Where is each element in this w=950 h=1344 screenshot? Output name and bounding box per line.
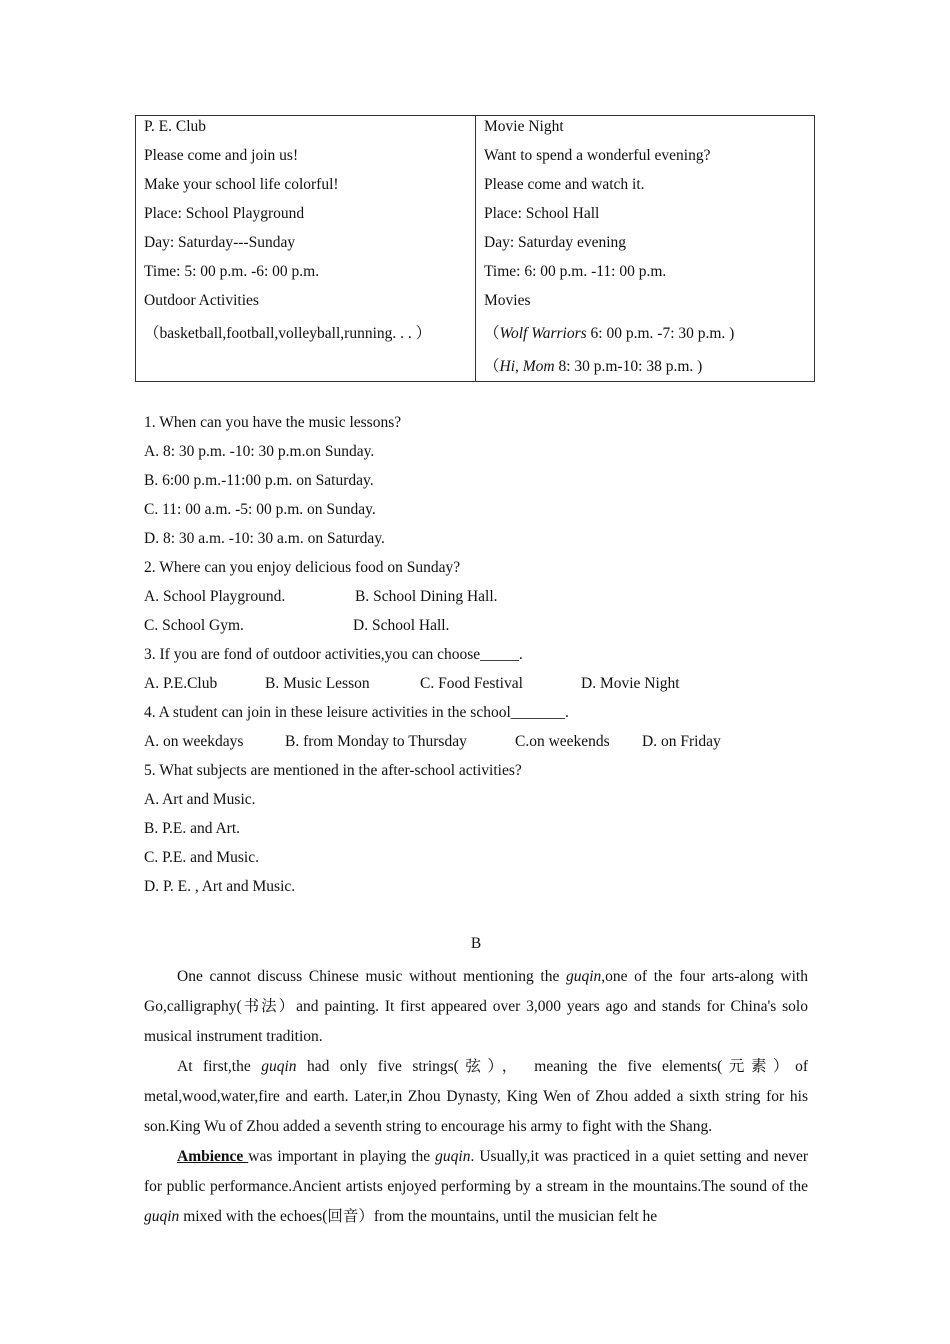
pe-club-column (136, 116, 475, 381)
question-1-option-a: A. 8: 30 p.m. -10: 30 p.m.on Sunday. (144, 443, 375, 460)
question-5-option-a: A. Art and Music. (144, 791, 256, 808)
question-4-option-d: D. on Friday (642, 733, 721, 750)
movie-night-time: Time: 6: 00 p.m. -11: 00 p.m. (484, 263, 667, 280)
guqin-term: guqin (435, 1148, 471, 1165)
passage-title: B (470, 935, 482, 952)
guqin-term: guqin (144, 1208, 180, 1225)
question-3-option-a: A. P.E.Club (144, 675, 218, 692)
question-5-option-c: C. P.E. and Music. (144, 849, 259, 866)
question-1-stem: 1. When can you have the music lessons? (144, 414, 402, 431)
ambience-keyword: Ambience (177, 1148, 249, 1165)
question-1-option-c: C. 11: 00 a.m. -5: 00 p.m. on Sunday. (144, 501, 376, 518)
passage-b (144, 933, 808, 1232)
pe-club-line: Make your school life colorful! (144, 176, 339, 193)
movie-night-column (475, 116, 814, 381)
passage-paragraph-2: At first,the guqin had only five strings(弦）， meaning the five elements(元素）of metal,wood,water,fire and earth. Later,in Zhou Dynasty, King Wen of Zhou added a sixth string for his son.King Wu of Zhou added a seventh string to encourage his army to fight with the Shang. (144, 1058, 809, 1135)
question-2-stem: 2. Where can you enjoy delicious food on Sunday? (144, 559, 461, 576)
question-3-options (144, 673, 814, 702)
movie-night-movies-label: Movies (484, 292, 531, 309)
movie-night-place: Place: School Hall (484, 205, 600, 222)
question-4-option-a: A. on weekdays (144, 733, 244, 750)
pe-club-day: Day: Saturday---Sunday (144, 234, 296, 251)
question-2-options-row-2 (144, 615, 814, 644)
movie-night-line: Want to spend a wonderful evening? (484, 147, 711, 164)
movie-1-title: Wolf Warriors (499, 325, 587, 342)
movie-2-title: Hi, Mom (499, 358, 555, 375)
question-4-options (144, 731, 814, 760)
passage-paragraph-1: One cannot discuss Chinese music without mentioning the guqin,one of the four arts-along with Go,calligraphy(书法）and painting. It first appeared over 3,000 years ago and stands for China's solo musical instrument tradition. (144, 968, 808, 1045)
pe-club-line: Please come and join us! (144, 147, 299, 164)
question-2-option-a: A. School Playground. (144, 588, 286, 605)
question-2-option-d: D. School Hall. (353, 617, 450, 634)
movie-night-line: Please come and watch it. (484, 176, 645, 193)
pe-club-activities-list: （basketball,football,volleyball,running. . . ） (144, 325, 432, 342)
pe-club-title: P. E. Club (144, 118, 207, 135)
movie-1: （Wolf Warriors 6: 00 p.m. -7: 30 p.m. ) (484, 325, 735, 342)
passage-paragraph-3: Ambience was important in playing the guqin. Usually,it was practiced in a quiet setting and never for public performance.Ancient artists enjoyed performing by a stream in the mountains.The sound of the guqin mixed with the echoes(回音）from the mountains, until the musician felt he (144, 1148, 808, 1225)
question-2-option-b: B. School Dining Hall. (355, 588, 498, 605)
pe-club-activities: Outdoor Activities (144, 292, 259, 309)
pe-club-place: Place: School Playground (144, 205, 305, 222)
question-3-option-d: D. Movie Night (581, 675, 680, 692)
question-4-stem: 4. A student can join in these leisure activities in the school_______. (144, 704, 569, 721)
question-3-option-c: C. Food Festival (420, 675, 523, 692)
pe-club-time: Time: 5: 00 p.m. -6: 00 p.m. (144, 263, 320, 280)
question-2-options-row-1 (144, 586, 814, 615)
question-2-option-c: C. School Gym. (144, 617, 244, 634)
guqin-term: guqin (261, 1058, 297, 1075)
movie-2: （Hi, Mom 8: 30 p.m-10: 38 p.m. ) (484, 358, 703, 375)
question-3-option-b: B. Music Lesson (265, 675, 370, 692)
question-5-option-d: D. P. E. , Art and Music. (144, 878, 296, 895)
question-1-option-b: B. 6:00 p.m.-11:00 p.m. on Saturday. (144, 472, 374, 489)
question-4-option-c: C.on weekends (515, 733, 610, 750)
movie-night-title: Movie Night (484, 118, 564, 135)
movie-night-day: Day: Saturday evening (484, 234, 627, 251)
notice-table (135, 115, 815, 382)
question-1-option-d: D. 8: 30 a.m. -10: 30 a.m. on Saturday. (144, 530, 385, 547)
questions-section (144, 412, 814, 905)
guqin-term: guqin (565, 968, 602, 985)
question-4-option-b: B. from Monday to Thursday (285, 733, 467, 750)
question-3-stem: 3. If you are fond of outdoor activities,you can choose_____. (144, 646, 523, 663)
question-5-option-b: B. P.E. and Art. (144, 820, 241, 837)
question-5-stem: 5. What subjects are mentioned in the after-school activities? (144, 762, 522, 779)
